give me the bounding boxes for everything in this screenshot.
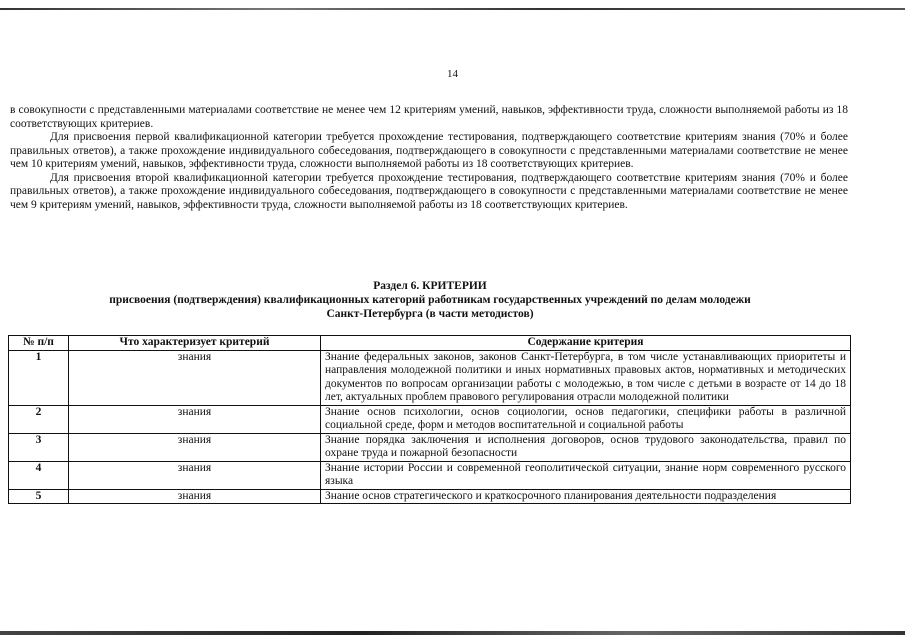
table-row bbox=[9, 461, 851, 489]
header-what: Что характеризует критерий bbox=[69, 336, 321, 351]
paragraph-second-category: Для присвоения второй квалификационной категории требуется прохождение тестирования, подтверждающего соответствие критериям знания (70% и более правильных ответов), а также прохождение индивидуального собеседования, подтверждающего в совокупности с представленными материалами соответствие не менее чем 9 критериям умений, навыков, эффективности труда, сложности выполняемой работы из 18 соответствующих критериев. bbox=[10, 171, 848, 211]
table-row bbox=[9, 489, 851, 504]
row-number: 2 bbox=[9, 405, 69, 433]
row-content: Знание федеральных законов, законов Санкт-Петербурга, в том числе устанавливающих приоритеты и направления молодежной политики и иных нормативных правовых актов, нормативных и методических документов по вопросам организации работы с молодежью, в том числе с детьми в возрасте от 14 до 18 лет, актуальных проблем правового регулирования отрасли молодежной политики bbox=[321, 350, 851, 405]
row-what: знания bbox=[69, 461, 321, 489]
scan-edge-top bbox=[0, 8, 905, 10]
row-what: знания bbox=[69, 433, 321, 461]
table-row bbox=[9, 350, 851, 405]
row-what: знания bbox=[69, 405, 321, 433]
row-content: Знание основ психологии, основ социологии, основ педагогики, специфики работы в различной социальной среде, форм и методов воспитательной и социальной работы bbox=[321, 405, 851, 433]
header-number: № п/п bbox=[9, 336, 69, 351]
row-number: 3 bbox=[9, 433, 69, 461]
page-number: 14 bbox=[447, 68, 458, 80]
header-content: Содержание критерия bbox=[321, 336, 851, 351]
row-what: знания bbox=[69, 350, 321, 405]
table-row bbox=[9, 405, 851, 433]
section-subtitle-line2: Санкт-Петербурга (в части методистов) bbox=[326, 308, 534, 320]
row-number: 5 bbox=[9, 489, 69, 504]
row-what: знания bbox=[69, 489, 321, 504]
row-content: Знание истории России и современной геополитической ситуации, знание норм современного русского языка bbox=[321, 461, 851, 489]
body-text bbox=[10, 104, 848, 212]
row-number: 1 bbox=[9, 350, 69, 405]
table-header-row bbox=[9, 336, 851, 351]
scan-edge-bottom bbox=[0, 631, 905, 635]
section-subtitle-line1: присвоения (подтверждения) квалификационных категорий работникам государственных учреждений по делам молодежи bbox=[109, 294, 751, 306]
row-content: Знание основ стратегического и краткосрочного планирования деятельности подразделения bbox=[321, 489, 851, 504]
row-number: 4 bbox=[9, 461, 69, 489]
row-content: Знание порядка заключения и исполнения договоров, основ трудового законодательства, правил по охране труда и пожарной безопасности bbox=[321, 433, 851, 461]
paragraph-continuation: в совокупности с представленными материалами соответствие не менее чем 12 критериям умений, навыков, эффективности труда, сложности выполняемой работы из 18 соответствующих критериев. bbox=[10, 104, 848, 130]
paragraph-first-category: Для присвоения первой квалификационной категории требуется прохождение тестирования, подтверждающего соответствие критериям знания (70% и более правильных ответов), а также прохождение индивидуального собеседования, подтверждающего в совокупности с представленными материалами соответствие не менее чем 10 критериям умений, навыков, эффективности труда, сложности выполняемой работы из 18 соответствующих критериев. bbox=[10, 131, 848, 170]
table-row bbox=[9, 433, 851, 461]
section-title: Раздел 6. КРИТЕРИИ bbox=[373, 280, 487, 292]
criteria-table bbox=[8, 335, 851, 504]
